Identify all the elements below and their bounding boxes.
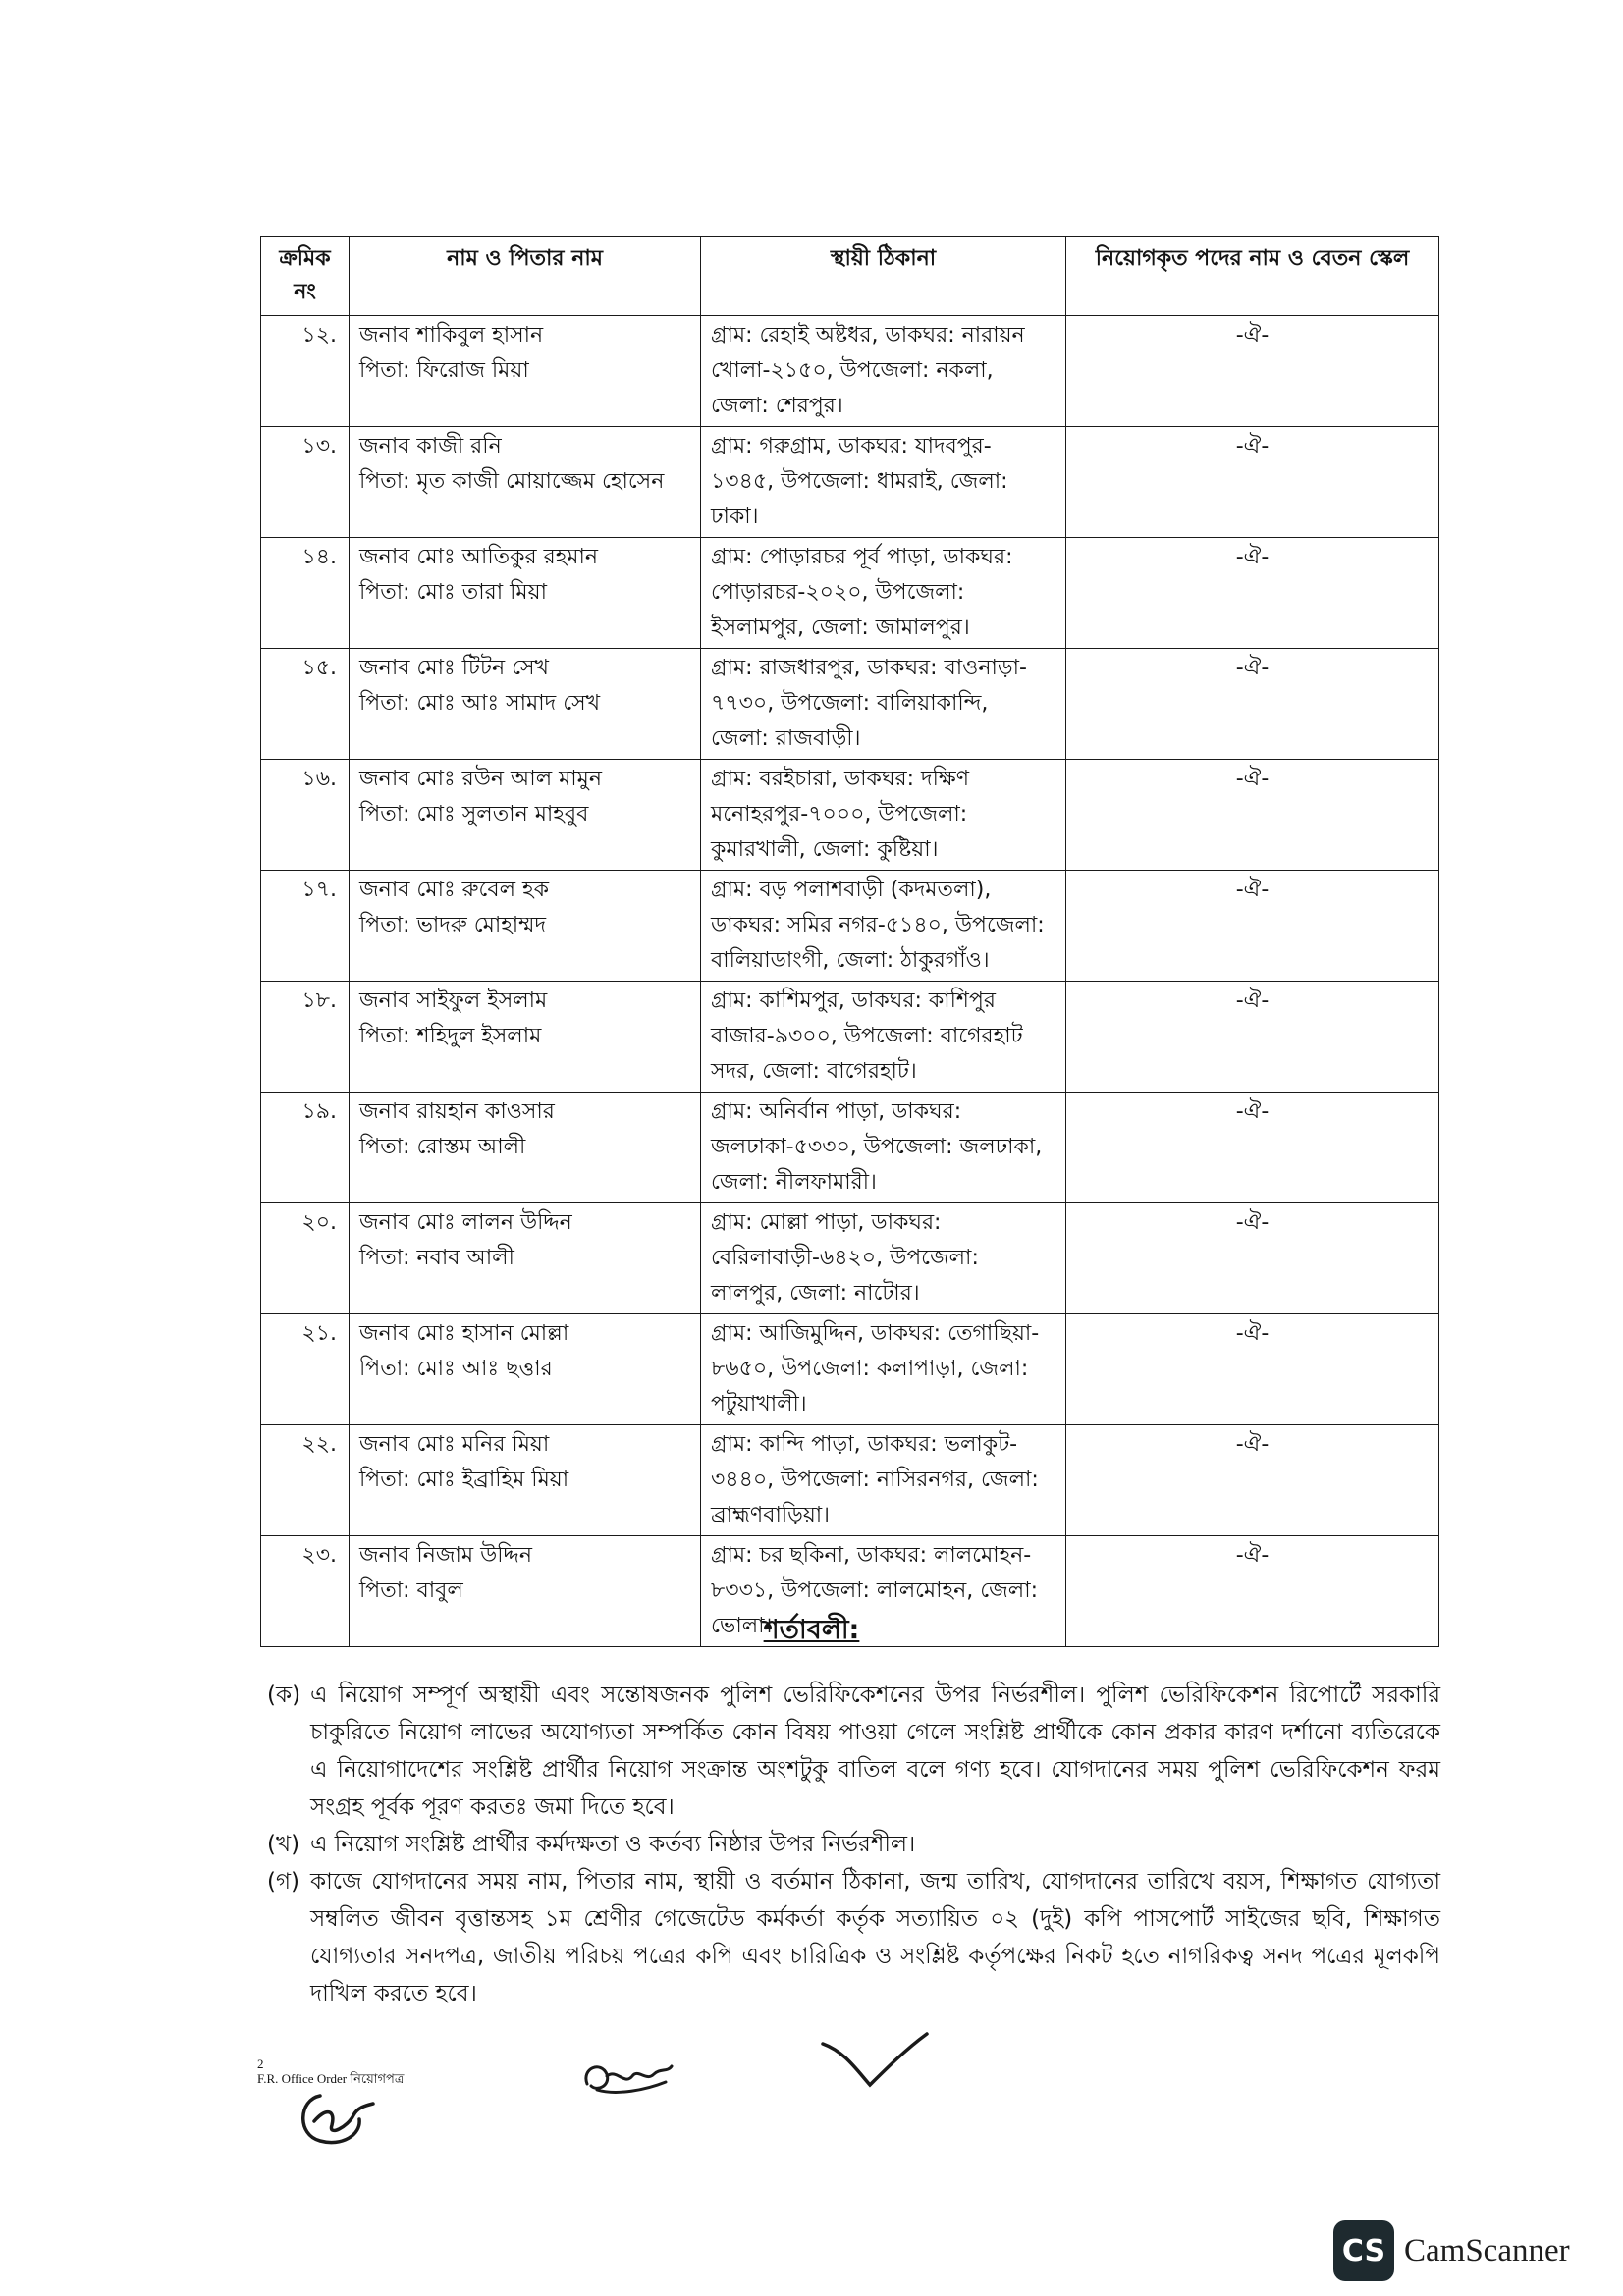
conditions-list (267, 1677, 1440, 2012)
condition-label: (ক) (267, 1682, 301, 1708)
appointment-table (260, 236, 1439, 1647)
initial-signature (577, 2047, 676, 2106)
conditions-heading: শর্তাবলী: (763, 1615, 860, 1645)
table-row (261, 427, 1439, 538)
address-cell (701, 427, 1066, 538)
address-line: গ্রাম: পোড়ারচর পূর্ব পাড়া, ডাকঘর: (711, 545, 1013, 569)
candidate-name: জনাব মোঃ লালন উদ্দিন (359, 1210, 572, 1235)
file-reference (257, 2056, 404, 2086)
post-cell: -ঐ- (1066, 1536, 1439, 1647)
address-line: পটুয়াখালী। (711, 1392, 807, 1416)
name-cell (350, 982, 701, 1093)
post-cell: -ঐ- (1066, 1093, 1439, 1203)
address-line: জেলা: নীলফামারী। (711, 1170, 877, 1195)
serial-cell: ১৯. (261, 1093, 350, 1203)
condition-text: এ নিয়োগ সম্পূর্ণ অস্থায়ী এবং সন্তোষজনক পুলিশ ভেরিফিকেশনের উপর নির্ভরশীল। পুলিশ ভেরিফিকেশন রিপোর্টে সরকারি চাকুরিতে নিয়োগ লাভের অযোগ্যতা সম্পর্কিত কোন বিষয় পাওয়া গেলে সংশ্লিষ্ট প্রার্থীকে কোন প্রকার কারণ দর্শানো ব্যতিরেকে এ নিয়োগাদেশের সংশ্লিষ্ট প্রার্থীর নিয়োগ সংক্রান্ত অংশটুকু বাতিল বলে গণ্য হবে। যোগদানের সময় পুলিশ ভেরিফিকেশন ফরম সংগ্রহ পূর্বক পূরণ করতঃ জমা দিতে হবে। (310, 1682, 1440, 1820)
address-line: জলঢাকা-৫৩৩০, উপজেলা: জলঢাকা, (711, 1135, 1043, 1159)
address-line: গ্রাম: মোল্লা পাড়া, ডাকঘর: (711, 1210, 942, 1235)
table-row (261, 982, 1439, 1093)
father-name: পিতা: মোঃ আঃ সামাদ সেখ (359, 691, 601, 716)
candidate-name: জনাব মোঃ টিটন সেখ (359, 656, 549, 680)
camscanner-logo-icon: CS (1333, 2220, 1394, 2281)
serial-cell: ২১. (261, 1314, 350, 1425)
condition-text: এ নিয়োগ সংশ্লিষ্ট প্রার্থীর কর্মদক্ষতা ও কর্তব্য নিষ্ঠার উপর নির্ভরশীল। (310, 1832, 916, 1857)
candidate-name: জনাব সাইফুল ইসলাম (359, 988, 548, 1013)
condition-item (267, 1826, 1440, 1863)
table-row (261, 1203, 1439, 1314)
table-row (261, 538, 1439, 649)
address-line: গ্রাম: গরুগ্রাম, ডাকঘর: যাদবপুর- (711, 434, 992, 458)
address-line: জেলা: শেরপুর। (711, 394, 843, 418)
table-row (261, 1314, 1439, 1425)
name-cell (350, 538, 701, 649)
header-post: নিয়োগকৃত পদের নাম ও বেতন স্কেল (1066, 237, 1439, 316)
serial-cell: ১৫. (261, 649, 350, 760)
father-name: পিতা: মৃত কাজী মোয়াজ্জেম হোসেন (359, 469, 665, 494)
post-cell: -ঐ- (1066, 871, 1439, 982)
address-line: কুমারখালী, জেলা: কুষ্টিয়া। (711, 837, 939, 862)
serial-cell: ১৩. (261, 427, 350, 538)
address-line: ঢাকা। (711, 505, 759, 529)
candidate-name: জনাব মোঃ আতিকুর রহমান (359, 545, 599, 569)
condition-item (267, 1677, 1440, 1826)
header-name: নাম ও পিতার নাম (350, 237, 701, 316)
serial-cell: ২০. (261, 1203, 350, 1314)
address-line: ৭৭৩০, উপজেলা: বালিয়াকান্দি, (711, 691, 989, 716)
condition-label: (খ) (267, 1832, 300, 1857)
serial-cell: ২৩. (261, 1536, 350, 1647)
address-line: লালপুর, জেলা: নাটোর। (711, 1281, 920, 1306)
post-cell: -ঐ- (1066, 538, 1439, 649)
condition-label: (গ) (267, 1869, 300, 1895)
camscanner-brand-text: CamScanner (1404, 2232, 1570, 2269)
father-name: পিতা: বাবুল (359, 1578, 463, 1603)
address-line: ৩৪৪০, উপজেলা: নাসিরনগর, জেলা: (711, 1468, 1039, 1492)
address-line: ৮৩৩১, উপজেলা: লালমোহন, জেলা: (711, 1578, 1038, 1603)
address-line: গ্রাম: কাশিমপুর, ডাকঘর: কাশিপুর (711, 988, 996, 1013)
address-line: গ্রাম: রেহাই অষ্টধর, ডাকঘর: নারায়ন (711, 323, 1025, 347)
serial-cell: ২২. (261, 1425, 350, 1536)
serial-cell: ১৮. (261, 982, 350, 1093)
address-cell (701, 1314, 1066, 1425)
post-cell: -ঐ- (1066, 982, 1439, 1093)
table-row (261, 1425, 1439, 1536)
address-line: মনোহরপুর-৭০০০, উপজেলা: (711, 802, 968, 827)
address-cell (701, 1093, 1066, 1203)
address-cell (701, 871, 1066, 982)
address-cell (701, 316, 1066, 427)
candidate-name: জনাব নিজাম উদ্দিন (359, 1543, 532, 1568)
condition-text: কাজে যোগদানের সময় নাম, পিতার নাম, স্থায়ী ও বর্তমান ঠিকানা, জন্ম তারিখ, যোগদানের তারিখে বয়স, শিক্ষাগত যোগ্যতা সম্বলিত জীবন বৃত্তান্তসহ ১ম শ্রেণীর গেজেটেড কর্মকর্তা কর্তৃক সত্যায়িত ০২ (দুই) কপি পাসপোর্ট সাইজের ছবি, শিক্ষাগত যোগ্যতার সনদপত্র, জাতীয় পরিচয় পত্রের কপি এবং চারিত্রিক ও সংশ্লিষ্ট কর্তৃপক্ষের নিকট হতে নাগরিকত্ব সনদ পত্রের মূলকপি দাখিল করতে হবে। (310, 1869, 1440, 2006)
candidate-name: জনাব কাজী রনি (359, 434, 502, 458)
candidate-name: জনাব শাকিবুল হাসান (359, 323, 544, 347)
page-number: 2 (257, 2056, 264, 2071)
father-name: পিতা: শহিদুল ইসলাম (359, 1024, 542, 1048)
table-row (261, 871, 1439, 982)
name-cell (350, 760, 701, 871)
name-cell (350, 871, 701, 982)
post-cell: -ঐ- (1066, 649, 1439, 760)
table-row (261, 1093, 1439, 1203)
candidate-name: জনাব মোঃ মনির মিয়া (359, 1432, 550, 1457)
address-cell (701, 760, 1066, 871)
address-line: বাজার-৯৩০০, উপজেলা: বাগেরহাট (711, 1024, 1023, 1048)
address-cell (701, 982, 1066, 1093)
post-cell: -ঐ- (1066, 1425, 1439, 1536)
file-label: F.R. Office Order নিয়োগপত্র (257, 2071, 405, 2086)
address-line: গ্রাম: চর ছকিনা, ডাকঘর: লালমোহন- (711, 1543, 1032, 1568)
post-cell: -ঐ- (1066, 316, 1439, 427)
serial-cell: ১৪. (261, 538, 350, 649)
circled-signature (293, 2086, 381, 2150)
header-serial: ক্রমিক নং (261, 237, 350, 316)
address-line: বেরিলাবাড়ী-৬৪২০, উপজেলা: (711, 1246, 979, 1270)
serial-cell: ১৭. (261, 871, 350, 982)
address-cell (701, 1425, 1066, 1536)
father-name: পিতা: মোঃ ইব্রাহিম মিয়া (359, 1468, 569, 1492)
address-line: ব্রাহ্মণবাড়িয়া। (711, 1503, 831, 1527)
address-line: ১৩৪৫, উপজেলা: ধামরাই, জেলা: (711, 469, 1008, 494)
serial-cell: ১২. (261, 316, 350, 427)
father-name: পিতা: নবাব আলী (359, 1246, 514, 1270)
name-cell (350, 649, 701, 760)
header-address: স্থায়ী ঠিকানা (701, 237, 1066, 316)
address-cell (701, 1203, 1066, 1314)
address-line: গ্রাম: বরইচারা, ডাকঘর: দক্ষিণ (711, 767, 970, 791)
father-name: পিতা: মোঃ আঃ ছত্তার (359, 1357, 553, 1381)
name-cell (350, 316, 701, 427)
address-line: গ্রাম: বড় পলাশবাড়ী (কদমতলা), (711, 878, 992, 902)
address-cell (701, 649, 1066, 760)
post-cell: -ঐ- (1066, 760, 1439, 871)
father-name: পিতা: ফিরোজ মিয়া (359, 358, 529, 383)
father-name: পিতা: মোঃ সুলতান মাহবুব (359, 802, 589, 827)
candidate-name: জনাব মোঃ রুবেল হক (359, 878, 549, 902)
name-cell (350, 1425, 701, 1536)
name-cell (350, 1314, 701, 1425)
candidate-name: জনাব মোঃ রউন আল মামুন (359, 767, 603, 791)
address-line: সদর, জেলা: বাগেরহাট। (711, 1059, 917, 1084)
address-line: ৮৬৫০, উপজেলা: কলাপাড়া, জেলা: (711, 1357, 1029, 1381)
address-line: গ্রাম: রাজধারপুর, ডাকঘর: বাওনাড়া- (711, 656, 1027, 680)
table-row (261, 316, 1439, 427)
table-body (261, 316, 1439, 1647)
address-cell (701, 538, 1066, 649)
address-line: জেলা: রাজবাড়ী। (711, 726, 861, 751)
name-cell (350, 1093, 701, 1203)
post-cell: -ঐ- (1066, 427, 1439, 538)
candidate-name: জনাব মোঃ হাসান মোল্লা (359, 1321, 569, 1346)
address-line: গ্রাম: আজিমুদ্দিন, ডাকঘর: তেগাছিয়া- (711, 1321, 1040, 1346)
name-cell (350, 427, 701, 538)
address-line: ডাকঘর: সমির নগর-৫১৪০, উপজেলা: (711, 913, 1045, 937)
address-line: বালিয়াডাংগী, জেলা: ঠাকুরগাঁও। (711, 948, 990, 973)
serial-cell: ১৬. (261, 760, 350, 871)
address-line: ভোলা। (711, 1614, 773, 1638)
address-line: গ্রাম: কান্দি পাড়া, ডাকঘর: ভলাকুট- (711, 1432, 1018, 1457)
table-row (261, 760, 1439, 871)
checkmark-signature (815, 2022, 933, 2091)
father-name: পিতা: ভাদরু মোহাম্মদ (359, 913, 547, 937)
table-row (261, 649, 1439, 760)
camscanner-watermark (1333, 2220, 1570, 2281)
father-name: পিতা: রোস্তম আলী (359, 1135, 526, 1159)
post-cell: -ঐ- (1066, 1314, 1439, 1425)
candidate-name: জনাব রায়হান কাওসার (359, 1099, 555, 1124)
condition-item (267, 1863, 1440, 2012)
address-line: পোড়ারচর-২০২০, উপজেলা: (711, 580, 965, 605)
father-name: পিতা: মোঃ তারা মিয়া (359, 580, 547, 605)
address-line: গ্রাম: অনির্বান পাড়া, ডাকঘর: (711, 1099, 962, 1124)
name-cell (350, 1203, 701, 1314)
table-header-row (261, 237, 1439, 316)
address-line: ইসলামপুর, জেলা: জামালপুর। (711, 615, 970, 640)
address-line: খোলা-২১৫০, উপজেলা: নকলা, (711, 358, 994, 383)
post-cell: -ঐ- (1066, 1203, 1439, 1314)
